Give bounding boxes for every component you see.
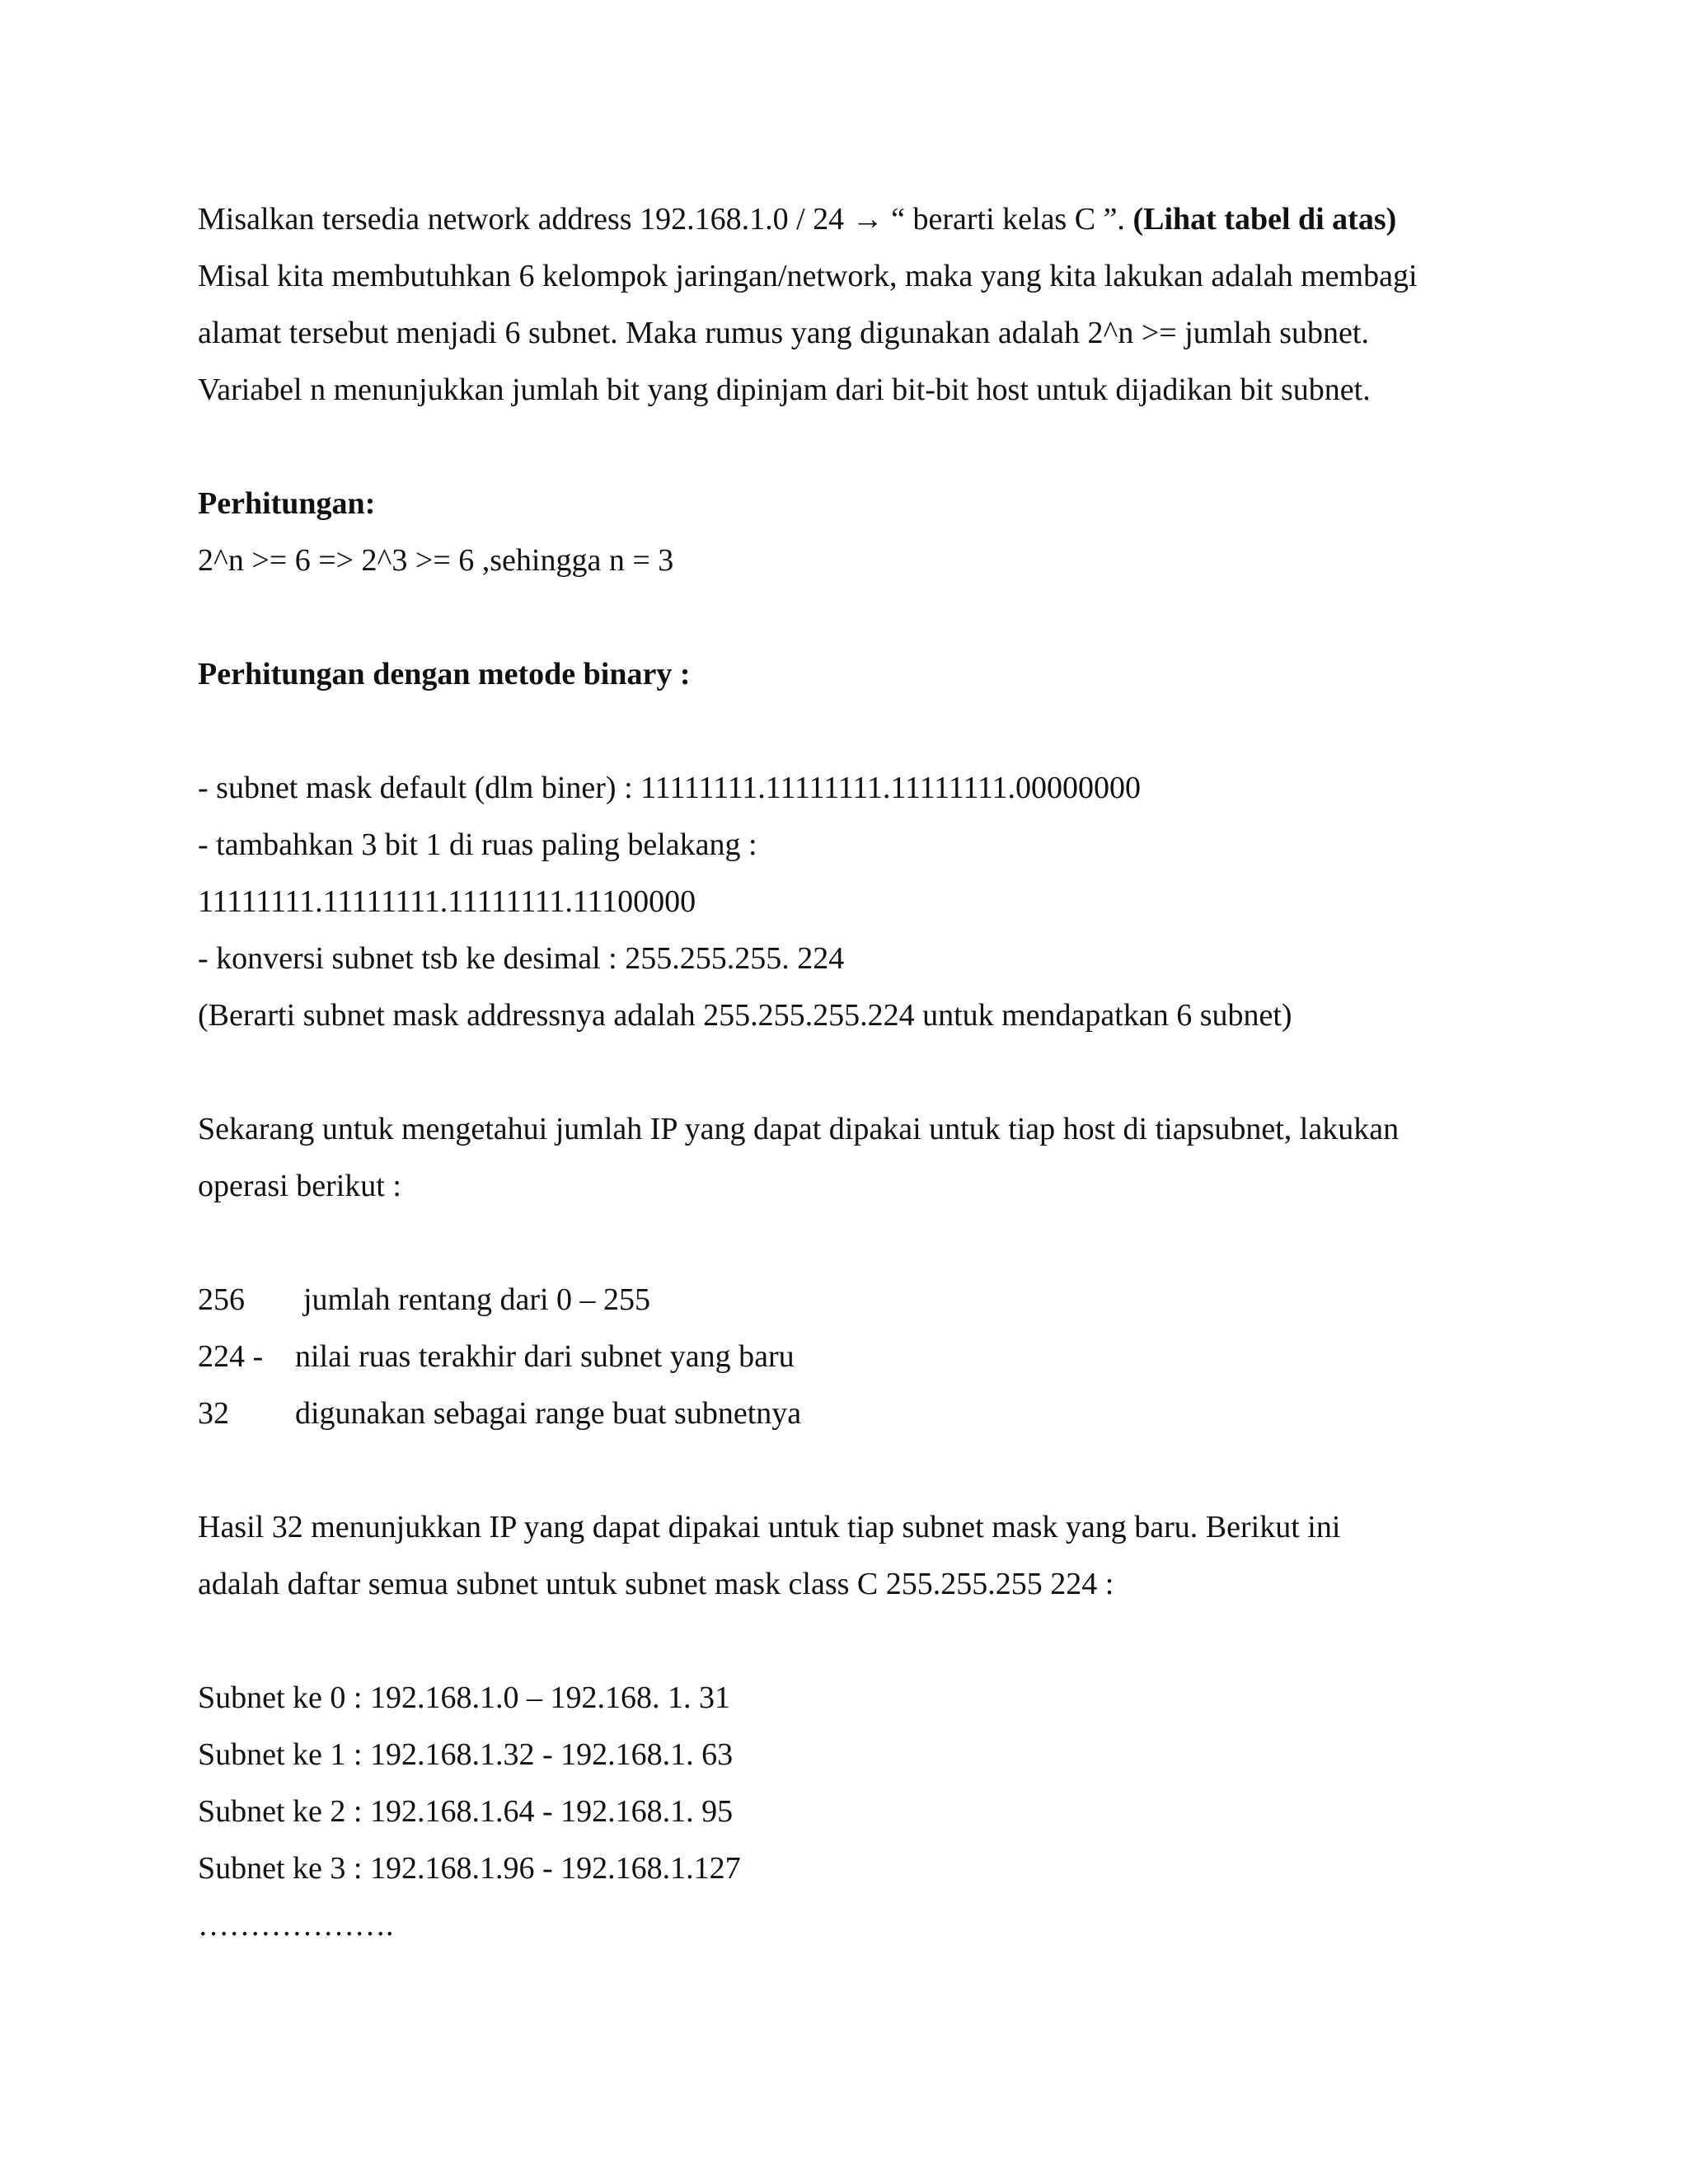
calculation-number: 32 <box>198 1396 229 1431</box>
subnet-list-item: Subnet ke 2 : 192.168.1.64 - 192.168.1. 95 <box>198 1794 734 1829</box>
binary-step-2-value: 11111111.11111111.11111111.11100000 <box>198 884 696 919</box>
subnet-list-item: Subnet ke 0 : 192.168.1.0 – 192.168. 1. 31 <box>198 1680 730 1715</box>
binary-step-3: - konversi subnet tsb ke desimal : 255.255.255. 224 <box>198 941 845 976</box>
binary-step-1: - subnet mask default (dlm biner) : 11111111.11111111.11111111.00000000 <box>198 771 1142 805</box>
spacer <box>198 589 1517 646</box>
spacer <box>198 703 1517 760</box>
result-line-1: Hasil 32 menunjukkan IP yang dapat dipakai untuk tiap subnet mask yang baru. Berikut ini <box>198 1510 1341 1544</box>
calculation-description: jumlah rentang dari 0 – 255 <box>303 1282 651 1317</box>
subnet-list-item: Subnet ke 1 : 192.168.1.32 - 192.168.1. 63 <box>198 1737 734 1772</box>
document-body <box>198 191 1517 1954</box>
intro-line-1 <box>198 191 1517 248</box>
ip-count-line-1: Sekarang untuk mengetahui jumlah IP yang dapat dipakai untuk tiap host di tiapsubnet, lakukan <box>198 1112 1400 1146</box>
calculation-row <box>198 1272 1517 1329</box>
calculation-row <box>198 1329 1517 1385</box>
calculation-row <box>198 1385 1517 1442</box>
calculation-number: 256 <box>198 1282 245 1317</box>
intro-line-2: Misal kita membutuhkan 6 kelompok jaringan/network, maka yang kita lakukan adalah membagi <box>198 259 1418 293</box>
ip-count-line-2: operasi berikut : <box>198 1169 401 1203</box>
result-line-2: adalah daftar semua subnet untuk subnet mask class C 255.255.255 224 : <box>198 1567 1114 1601</box>
calculation-description: digunakan sebagai range buat subnetnya <box>295 1396 802 1431</box>
spacer <box>198 419 1517 476</box>
calculation-number: 224 - <box>198 1339 264 1374</box>
binary-note: (Berarti subnet mask addressnya adalah 255.255.255.224 untuk mendapatkan 6 subnet) <box>198 998 1292 1033</box>
intro-bold-reference: (Lihat tabel di atas) <box>1132 202 1397 237</box>
spacer <box>198 1442 1517 1499</box>
intro-text: Misalkan tersedia network address 192.168.1.0 / 24 → “ berarti kelas C ”. <box>198 202 1133 237</box>
calculation-description: nilai ruas terakhir dari subnet yang baru <box>295 1339 795 1374</box>
subnet-list-item: Subnet ke 3 : 192.168.1.96 - 192.168.1.127 <box>198 1851 741 1886</box>
binary-step-2: - tambahkan 3 bit 1 di ruas paling belakang : <box>198 827 757 862</box>
intro-line-3: alamat tersebut menjadi 6 subnet. Maka rumus yang digunakan adalah 2^n >= jumlah subnet. <box>198 316 1369 350</box>
intro-line-4: Variabel n menunjukkan jumlah bit yang dipinjam dari bit-bit host untuk dijadikan bit subnet. <box>198 373 1371 407</box>
perhitungan-heading: Perhitungan: <box>198 486 376 521</box>
spacer <box>198 1044 1517 1101</box>
binary-heading: Perhitungan dengan metode binary : <box>198 657 691 691</box>
perhitungan-formula: 2^n >= 6 => 2^3 >= 6 ,sehingga n = 3 <box>198 543 674 578</box>
spacer <box>198 1215 1517 1272</box>
spacer <box>198 1613 1517 1670</box>
ellipsis-continuation: ………………. <box>198 1908 394 1943</box>
